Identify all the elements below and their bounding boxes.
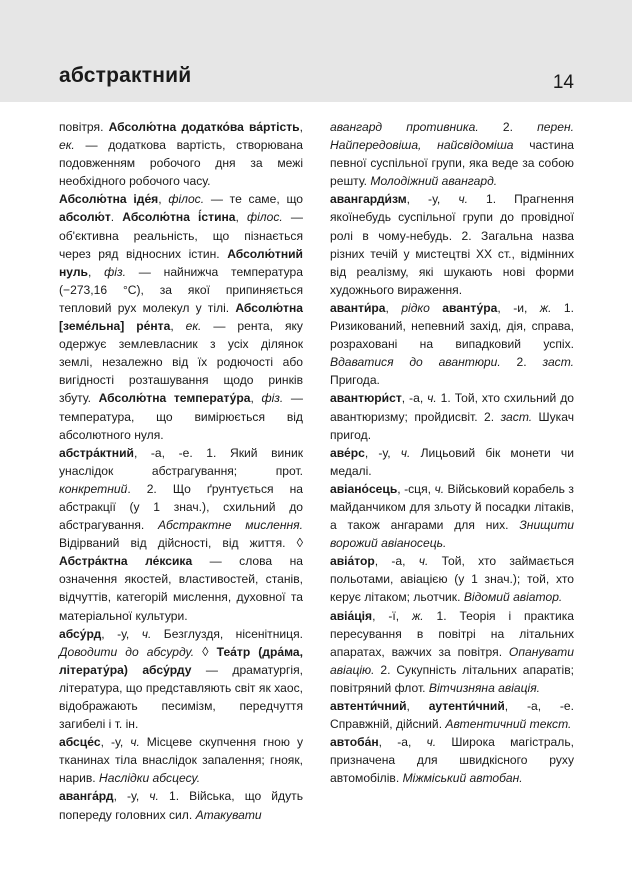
italic-text: заст.: [500, 409, 533, 424]
entry-text: , -у,: [364, 445, 401, 460]
entry-text: [194, 645, 202, 659]
headword: авіа́тор: [330, 554, 375, 569]
entry-text: 1. Ризикований, непевний захід, дія, справа, розраховані на випадковий успіх.: [330, 300, 574, 352]
entry-text: , -сця,: [397, 481, 435, 496]
entry-text: ,: [385, 300, 402, 315]
italic-text: ек.: [185, 319, 202, 334]
dictionary-entry: [330, 552, 574, 606]
entry-text: — найнижча температура (−273,16 °С), за якої припиняється тепловий рух молекул у тілі.: [59, 264, 303, 315]
dictionary-entry: [59, 190, 303, 443]
entry-text: , -а,: [401, 391, 428, 406]
entry-text: ,: [170, 319, 186, 334]
dictionary-entry: [330, 389, 574, 443]
italic-text: ч.: [434, 481, 445, 496]
entry-text: — температура, що вимірюється від абсолютного нуля.: [59, 391, 303, 442]
headword: Абсолю́тна [земе́льна] ре́нта: [59, 300, 303, 334]
italic-text: Опанувати авіацію.: [330, 644, 574, 677]
entry-text: Відірваний від дійсності, від життя.: [59, 536, 297, 551]
italic-text: ч.: [418, 554, 429, 569]
entry-text: , -ї,: [372, 608, 412, 623]
entry-text: , -а,: [374, 554, 419, 569]
entry-text: — об'єктивна реальність, що пізнається через ряд відносних істин.: [59, 210, 303, 261]
italic-text: Вітчизняна авіація.: [428, 680, 541, 695]
entry-text: Лицьовий бік монети чи медалі.: [330, 445, 574, 478]
dictionary-entry: [59, 444, 303, 625]
headword: аутенти́чний: [428, 699, 505, 713]
dictionary-entry: [59, 625, 303, 734]
headword: аванга́рд: [59, 789, 114, 804]
entry-text: 1. Прагнення якоїнебудь суспільної групи до провідної ролі в чому-небудь. 2. Загальна назва різних течій у мистецтві XX ст., відмінних від реалізму, які шукають нові форми художнього вираження.: [330, 192, 574, 297]
entry-text: [430, 301, 442, 315]
entry-text: ,: [250, 391, 262, 406]
italic-text: Доводити до абсурду.: [59, 644, 195, 659]
dictionary-entry: [59, 118, 303, 190]
italic-text: Молодіжний авангард.: [370, 174, 498, 189]
entry-text: , -у,: [113, 789, 150, 804]
entry-text: , -и,: [497, 300, 540, 315]
headword: Абсолю́тна і́стина: [122, 210, 236, 225]
idiom-marker-icon: ◊: [202, 643, 209, 659]
dictionary-entry: [330, 733, 574, 787]
italic-text: перен.: [537, 120, 574, 134]
idiom-marker-icon: ◊: [296, 535, 303, 551]
headword: автоба́н: [330, 735, 379, 750]
entry-text: ,: [299, 120, 303, 134]
entry-text: , -а, -е. 1. Який виник унаслідок абстрагування; прот.: [59, 445, 303, 478]
italic-text: ж.: [539, 300, 552, 315]
entry-text: 1. Той, хто схильний до авантюризму; пройдисвіт. 2.: [330, 391, 574, 424]
left-column: [59, 118, 303, 824]
entry-text: частина певної суспільної групи, яка веде за собою решту.: [330, 138, 574, 189]
page-header: [0, 0, 632, 102]
right-column: [330, 118, 574, 787]
entry-text: Широка магістраль, призначена для швидкісного руху автомобілів.: [330, 735, 574, 786]
italic-text: Знищити ворожий авіаносець.: [330, 518, 574, 551]
headword: автенти́чний: [330, 699, 407, 713]
italic-text: Відомий авіатор.: [463, 590, 563, 605]
dictionary-entry: [330, 480, 574, 552]
headword: аванту́ра: [442, 300, 498, 315]
entry-text: . 2. Що ґрунтується на абстракції (у 1 знач.), схильний до абстрагування.: [59, 481, 303, 533]
italic-text: ч.: [427, 391, 437, 406]
entry-text: ,: [235, 210, 248, 225]
italic-text: ч.: [400, 445, 411, 460]
headword: Абсолю́тний нуль: [59, 246, 303, 279]
entry-text: 1. Війська, що йдуть попереду головних сил.: [59, 789, 303, 822]
entry-text: — слова на означення якостей, властивостей, станів, відчуттів, категорій мислення, духовної та матеріальної культури.: [59, 554, 303, 623]
italic-text: ч.: [149, 789, 159, 804]
headword: Абсолю́тна температу́ра: [98, 391, 251, 406]
headword: авіано́сець: [330, 481, 398, 496]
dictionary-entry: [59, 733, 303, 787]
entry-text: 2.: [500, 355, 543, 370]
entry-text: 2.: [478, 120, 538, 134]
entry-text: 2. Сукупність літальних апаратів; повітряний флот.: [330, 662, 574, 695]
italic-text: конкретний: [59, 481, 128, 496]
headword: Абстра́ктна ле́ксика: [59, 554, 193, 569]
headword: авантюри́ст: [330, 391, 402, 406]
headword: аве́рс: [330, 445, 365, 460]
entry-text: Той, хто займається польотами, авіацією (у 1 знач.); той, хто керує літаком; льотчик.: [330, 554, 574, 605]
entry-text: , -а, -е. Справжній, дійсний.: [330, 699, 574, 732]
italic-text: Наслідки абсцесу.: [99, 771, 201, 786]
headword: абстра́ктний: [59, 445, 134, 460]
headword: Теа́тр (дра́ма, літерату́ра) абсу́рду: [59, 644, 303, 677]
entry-text: [209, 645, 217, 659]
headword: авангарди́зм: [330, 192, 407, 207]
italic-text: Автентичний текст.: [445, 717, 572, 732]
headword: абсу́рд: [59, 626, 102, 641]
italic-text: філос.: [168, 192, 205, 207]
dictionary-entry: [330, 697, 574, 733]
entry-text: Військовий корабель з майданчиком для зльоту й посадки літаків, а також ангарами для них.: [330, 481, 574, 533]
headword: Абсолю́тна іде́я: [59, 192, 159, 207]
entry-text: , -у,: [406, 192, 459, 207]
dictionary-entry: [330, 607, 574, 697]
italic-text: Найпередовіша, найсвідоміша: [330, 138, 514, 153]
entry-text: Безглуздя, нісенітниця.: [151, 626, 303, 641]
italic-text: Абстрактне мислення.: [158, 518, 304, 533]
dictionary-entry: [330, 299, 574, 389]
italic-text: ч.: [458, 192, 468, 207]
running-head-title: абстрактний: [59, 64, 192, 87]
italic-text: фіз.: [104, 264, 126, 279]
dictionary-entry: [330, 118, 574, 190]
page-number: 14: [552, 72, 574, 93]
italic-text: Вдаватися до авантюри.: [330, 355, 501, 370]
headword: абсолю́т: [59, 210, 111, 225]
italic-text: ек.: [59, 138, 75, 153]
entry-text: — драматургія, література, що представляють світ як хаос, відображають песимізм, передчуття загибелі і т. ін.: [59, 662, 303, 732]
entry-text: — додаткова вартість, створювана подовженням робочого дня за межі необхідного робочого часу.: [59, 138, 303, 189]
dictionary-entry: [59, 787, 303, 823]
italic-text: авангард противника.: [330, 120, 479, 134]
entry-text: Пригода.: [330, 373, 380, 388]
entry-text: ,: [158, 192, 169, 207]
italic-text: ч.: [130, 735, 140, 750]
headword: Абсолю́тна додатко́ва ва́ртість: [108, 120, 300, 134]
entry-text: , -у,: [100, 735, 131, 750]
italic-text: Міжміський автобан.: [402, 771, 523, 786]
entry-text: 1. Теорія і практика пересування в повітрі на літальних апаратах, важчих за повітря.: [330, 608, 575, 659]
dictionary-entry: [330, 190, 574, 299]
entry-text: Шукач пригод.: [330, 409, 574, 442]
italic-text: заст.: [542, 355, 575, 370]
italic-text: ч.: [141, 626, 152, 641]
entry-text: — рента, яку одержує землевласник з усіх ділянок землі, незалежно від їх родючості або вигідності розташування щодо ринків збуту.: [59, 319, 303, 406]
entry-text: .: [110, 210, 123, 225]
entry-text: , -у,: [101, 626, 142, 641]
headword: аванти́ра: [330, 300, 386, 315]
headword: авіа́ція: [330, 608, 373, 623]
italic-text: ч.: [426, 735, 437, 750]
headword: абсце́с: [59, 735, 101, 750]
entry-text: ,: [406, 699, 429, 713]
italic-text: філос.: [247, 210, 283, 225]
italic-text: фіз.: [261, 391, 284, 406]
dictionary-entry: [330, 444, 574, 480]
entry-text: — те саме, що: [204, 192, 303, 207]
italic-text: Атакувати: [195, 807, 262, 822]
entry-text: ,: [88, 264, 105, 279]
italic-text: рідко: [401, 300, 430, 315]
italic-text: ж.: [411, 608, 424, 623]
entry-text: Місцеве скупчення гною у тканинах тіла внаслідок запалення; гнояк, нарив.: [59, 735, 304, 786]
entry-text: , -а,: [378, 735, 427, 750]
entry-text: повітря.: [59, 120, 109, 134]
